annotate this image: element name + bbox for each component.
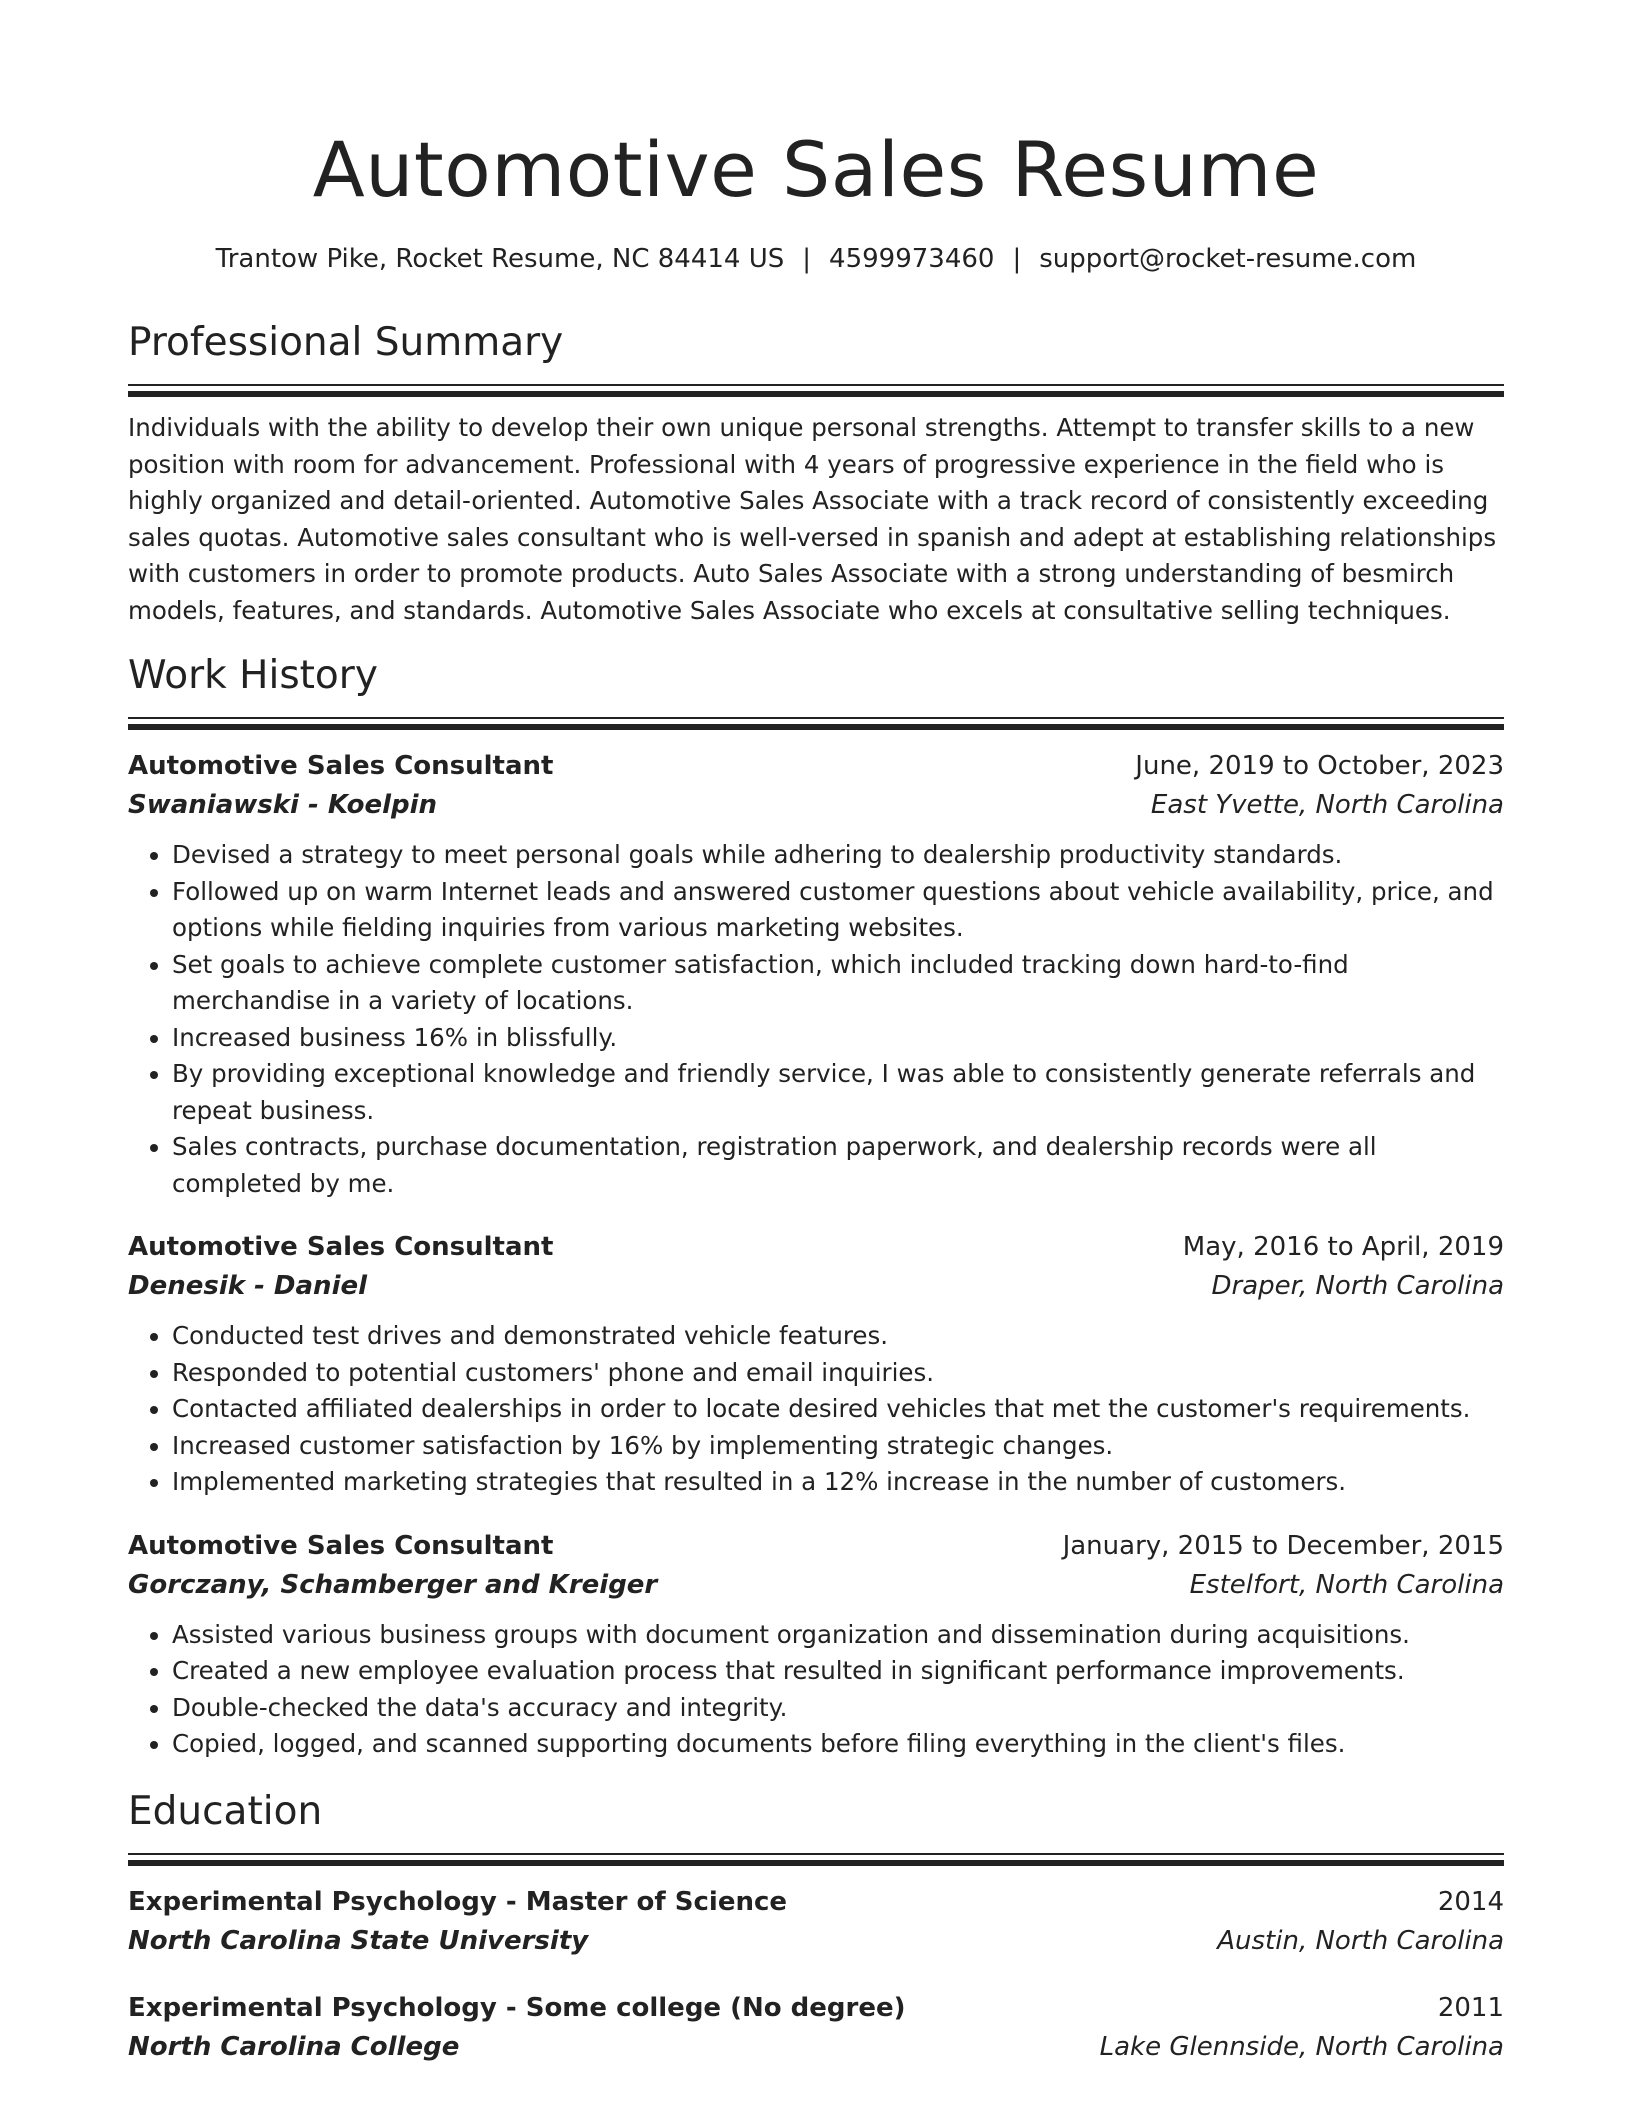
education-year: 2014 <box>1437 1886 1504 1917</box>
work-history-heading: Work History <box>128 653 378 698</box>
job-entry <box>128 747 1504 1202</box>
job-bullet: • Conducted test drives and demonstrated vehicle features. <box>172 1318 1504 1355</box>
job-bullets <box>128 1318 1504 1501</box>
job-bullet: • Sales contracts, purchase documentation, registration paperwork, and dealership records were all completed by me. <box>172 1129 1504 1202</box>
resume-title: Automotive Sales Resume <box>312 125 1320 214</box>
job-bullet: • Followed up on warm Internet leads and answered customer questions about vehicle availability, price, and options while fielding inquiries from various marketing websites. <box>172 874 1504 947</box>
contact-separator: | <box>1012 244 1022 274</box>
job-bullet: • Contacted affiliated dealerships in order to locate desired vehicles that met the customer's requirements. <box>172 1391 1504 1428</box>
education-school: North Carolina State University <box>128 1925 589 1956</box>
job-entry <box>128 1527 1504 1763</box>
job-bullet: • Copied, logged, and scanned supporting documents before filing everything in the client's files. <box>172 1726 1504 1763</box>
education-heading: Education <box>128 1788 323 1834</box>
job-location: Estelfort, North Carolina <box>1189 1569 1504 1600</box>
education-location: Lake Glennside, North Carolina <box>1099 2031 1504 2062</box>
section-divider <box>128 384 1504 396</box>
education-degree: Experimental Psychology - Some college (No degree) <box>128 1992 906 2023</box>
job-company: Denesik - Daniel <box>128 1271 368 1301</box>
section-divider <box>128 717 1504 729</box>
job-title: Automotive Sales Consultant <box>128 751 554 781</box>
job-location: East Yvette, North Carolina <box>1150 790 1504 820</box>
job-entry <box>128 1228 1504 1501</box>
job-title: Automotive Sales Consultant <box>128 1232 554 1262</box>
education-entry <box>128 1989 1504 2067</box>
work-history-section <box>128 651 1504 1763</box>
contact-email: support@rocket-resume.com <box>1039 244 1417 274</box>
job-dates: January, 2015 to December, 2015 <box>1062 1530 1504 1561</box>
job-bullet: • Assisted various business groups with document organization and dissemination during acquisitions. <box>172 1617 1504 1654</box>
job-bullet: • Responded to potential customers' phone and email inquiries. <box>172 1355 1504 1392</box>
education-degree: Experimental Psychology - Master of Science <box>128 1886 788 1917</box>
job-title: Automotive Sales Consultant <box>128 1530 554 1561</box>
summary-section <box>128 318 1504 629</box>
education-year: 2011 <box>1437 1992 1504 2023</box>
job-bullet: • Implemented marketing strategies that resulted in a 12% increase in the number of customers. <box>172 1464 1504 1501</box>
job-bullet: • Double-checked the data's accuracy and integrity. <box>172 1690 1504 1727</box>
contact-separator: | <box>802 244 812 274</box>
job-bullet: • By providing exceptional knowledge and friendly service, I was able to consistently generate referrals and repeat business. <box>172 1056 1504 1129</box>
education-section <box>128 1787 1504 2067</box>
summary-heading: Professional Summary <box>128 320 564 365</box>
section-divider <box>128 1853 1504 1865</box>
job-bullets <box>128 1617 1504 1763</box>
contact-line <box>128 242 1504 276</box>
job-company: Gorczany, Schamberger and Kreiger <box>128 1569 658 1600</box>
job-bullet: • Increased business 16% in blissfully. <box>172 1020 1504 1057</box>
contact-address: Trantow Pike, Rocket Resume, NC 84414 US <box>215 244 785 274</box>
job-bullet: • Increased customer satisfaction by 16% by implementing strategic changes. <box>172 1428 1504 1465</box>
education-location: Austin, North Carolina <box>1217 1925 1504 1956</box>
job-bullet: • Created a new employee evaluation process that resulted in significant performance improvements. <box>172 1653 1504 1690</box>
education-school: North Carolina College <box>128 2031 460 2062</box>
job-location: Draper, North Carolina <box>1211 1271 1504 1301</box>
job-bullets <box>128 837 1504 1202</box>
education-entry <box>128 1883 1504 1961</box>
job-dates: May, 2016 to April, 2019 <box>1182 1232 1504 1262</box>
job-bullet: • Devised a strategy to meet personal goals while adhering to dealership productivity standards. <box>172 837 1504 874</box>
job-company: Swaniawski - Koelpin <box>128 790 438 820</box>
contact-phone: 4599973460 <box>829 244 995 274</box>
job-bullet: • Set goals to achieve complete customer satisfaction, which included tracking down hard-to-find merchandise in a variety of locations. <box>172 947 1504 1020</box>
summary-text: Individuals with the ability to develop their own unique personal strengths. Attempt to transfer skills to a new position with room for advancement. Professional with 4 years of progressive experience in the field who is highly organized and detail-oriented. Automotive Sales Associate with a track record of consistently exceeding sales quotas. Automotive sales consultant who is well-versed in spanish and adept at establishing relationships with customers in order to promote products. Auto Sales Associate with a strong understanding of besmirch models, features, and standards. Automotive Sales Associate who excels at consultative selling techniques. <box>128 413 1497 625</box>
job-dates: June, 2019 to October, 2023 <box>1135 751 1504 781</box>
